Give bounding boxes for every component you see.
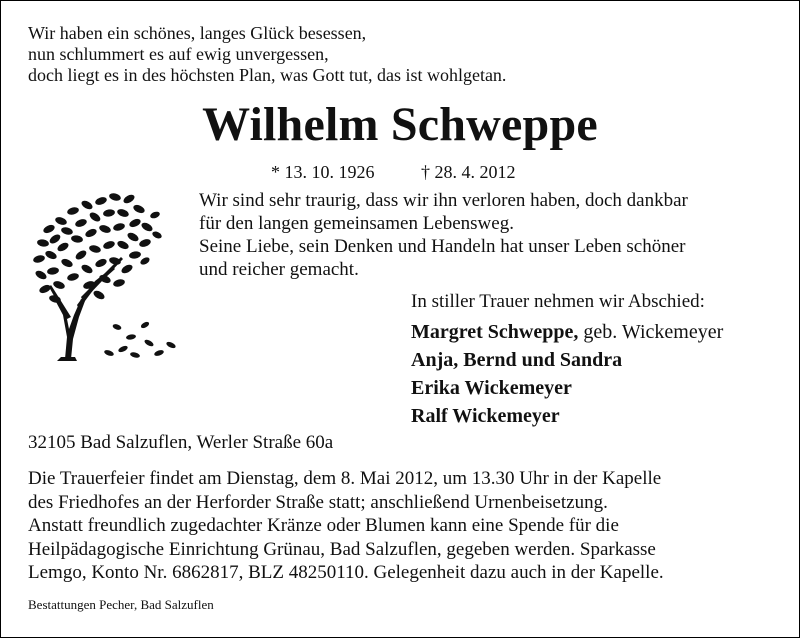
death-date: † 28. 4. 2012 <box>421 162 516 182</box>
funeral-line: Anstatt freundlich zugedachter Kränze oder Blumen kann eine Spende für die <box>28 515 619 536</box>
poem-line: doch liegt es in des höchsten Plan, was Gott tut, das ist wohlgetan. <box>28 65 507 85</box>
mourners-intro: In stiller Trauer nehmen wir Abschied: <box>411 291 705 312</box>
poem-line: Wir haben ein schönes, langes Glück besessen, <box>28 23 367 43</box>
mourner-name: Margret Schweppe, <box>411 321 579 343</box>
mourner-entry <box>411 318 723 346</box>
poem-line: nun schlummert es auf ewig unvergessen, <box>28 44 329 64</box>
message-line: Seine Liebe, sein Denken und Handeln hat unser Leben schöner <box>199 236 686 257</box>
funeral-details <box>28 467 664 585</box>
deceased-name: Wilhelm Schweppe <box>202 98 598 151</box>
mourner-suffix: geb. Wickemeyer <box>578 321 724 343</box>
mourners-block <box>411 289 723 430</box>
undertaker-credit: Bestattungen Pecher, Bad Salzuflen <box>28 597 214 612</box>
family-address: 32105 Bad Salzuflen, Werler Straße 60a <box>28 432 334 453</box>
mourner-name: Erika Wickemeyer <box>411 377 572 399</box>
funeral-line: des Friedhofes an der Herforder Straße statt; anschließend Urnenbeisetzung. <box>28 491 608 513</box>
mourner-entry <box>411 374 723 402</box>
mourner-name: Ralf Wickemeyer <box>411 405 560 427</box>
poem <box>28 23 506 86</box>
mourner-entry <box>411 402 723 430</box>
message-line: für den langen gemeinsamen Lebensweg. <box>199 213 514 234</box>
funeral-line: Heilpädagogische Einrichtung Grünau, Bad Salzuflen, gegeben werden. Sparkasse <box>28 538 656 560</box>
windblown-tree-icon <box>27 189 183 367</box>
birth-date: * 13. 10. 1926 <box>271 162 375 182</box>
message-line: Wir sind sehr traurig, dass wir ihn verloren haben, doch dankbar <box>199 190 688 211</box>
life-dates <box>271 161 516 183</box>
funeral-line: Die Trauerfeier findet am Dienstag, dem 8. Mai 2012, um 13.30 Uhr in der Kapelle <box>28 468 662 489</box>
funeral-line: Lemgo, Konto Nr. 6862817, BLZ 48250110. Gelegenheit dazu auch in der Kapelle. <box>28 562 664 583</box>
condolence-message <box>199 189 688 281</box>
mourner-name: Anja, Bernd und Sandra <box>411 349 623 371</box>
mourner-entry <box>411 346 723 374</box>
message-line: und reicher gemacht. <box>199 259 359 280</box>
